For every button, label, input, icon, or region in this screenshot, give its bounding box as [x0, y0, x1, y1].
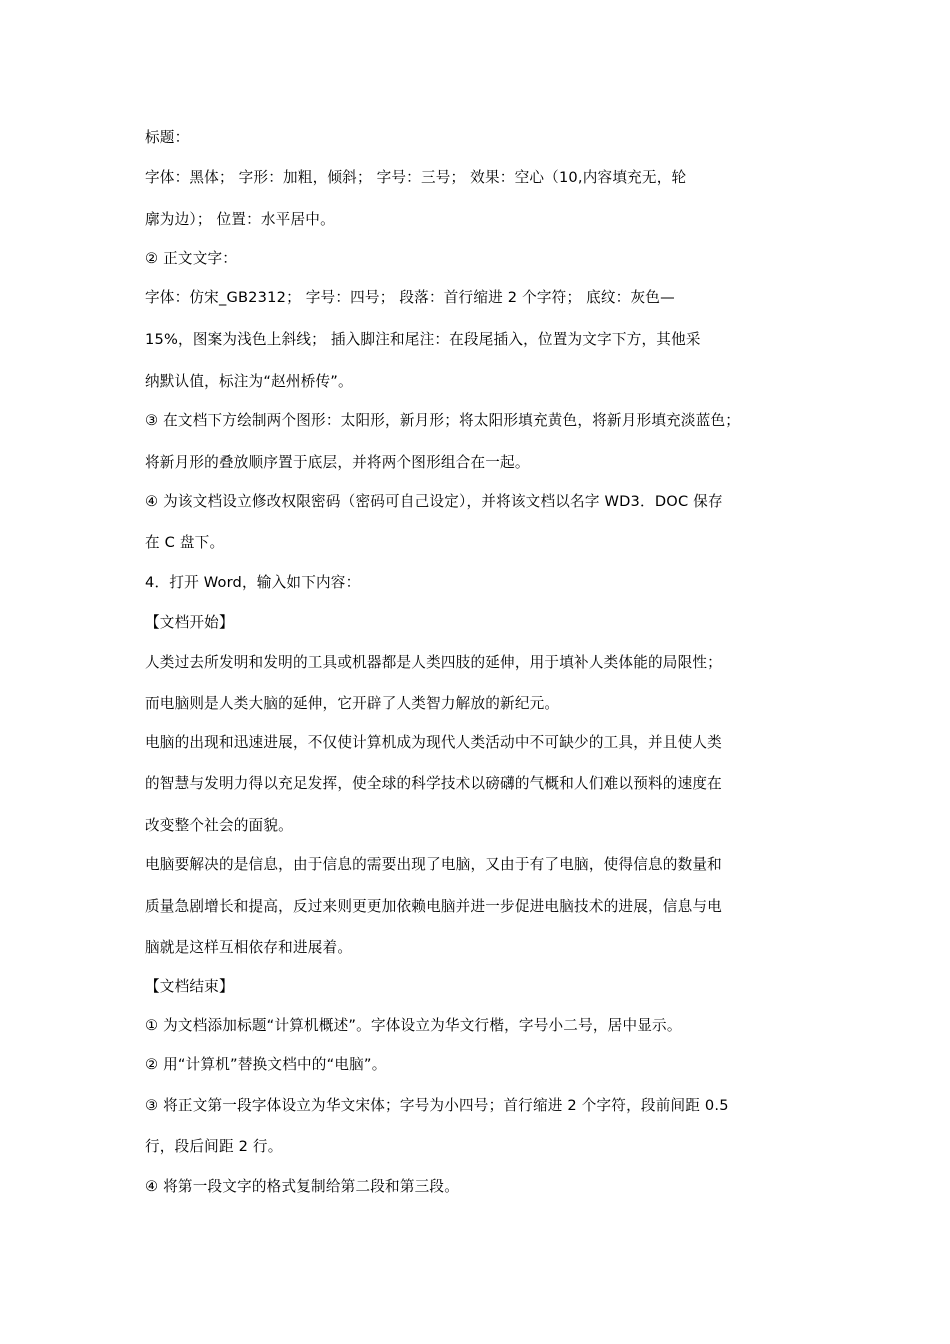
text-line: 标题： [145, 129, 190, 146]
text-line: ④ 将第一段文字的格式复制给第二段和第三段。 [145, 1178, 459, 1195]
text-line: 质量急剧增长和提高，反过来则更更加依赖电脑并进一步促进电脑技术的进展，信息与电 [145, 898, 722, 915]
text-line: 在 C 盘下。 [145, 534, 225, 551]
text-line: 将新月形的叠放顺序置于底层，并将两个图形组合在一起。 [145, 454, 530, 471]
text-line: 廓为边）； 位置：水平居中。 [145, 211, 335, 228]
text-line: 字体：仿宋_GB2312； 字号：四号； 段落：首行缩进 2 个字符； 底纹：灰色— [145, 289, 675, 306]
text-line: 字体：黑体； 字形：加粗，倾斜； 字号：三号； 效果：空心（10,内容填充无，轮 [145, 169, 687, 186]
text-line: ② 正文文字： [145, 250, 238, 267]
text-line: 行，段后间距 2 行。 [145, 1138, 283, 1155]
text-line: ④ 为该文档设立修改权限密码（密码可自己设定），并将该文档以名字 WD3．DOC 保存 [145, 493, 723, 510]
text-line: 人类过去所发明和发明的工具或机器都是人类四肢的延伸，用于填补人类体能的局限性； [145, 654, 722, 671]
text-line: 电脑的出现和迅速进展，不仅使计算机成为现代人类活动中不可缺少的工具，并且使人类 [145, 734, 722, 751]
text-line: 脑就是这样互相依存和进展着。 [145, 939, 353, 956]
text-line: 【文档结束】 [145, 978, 234, 995]
text-line: ① 为文档添加标题“计算机概述”。字体设立为华文行楷，字号小二号，居中显示。 [145, 1017, 682, 1034]
text-line: ③ 在文档下方绘制两个图形：太阳形，新月形；将太阳形填充黄色，将新月形填充淡蓝色； [145, 412, 741, 429]
text-line: ② 用“计算机”替换文档中的“电脑”。 [145, 1056, 387, 1073]
text-line: 改变整个社会的面貌。 [145, 817, 293, 834]
text-line: 15%，图案为浅色上斜线； 插入脚注和尾注：在段尾插入，位置为文字下方，其他采 [145, 331, 701, 348]
text-line: 电脑要解决的是信息，由于信息的需要出现了电脑，又由于有了电脑，使得信息的数量和 [145, 856, 722, 873]
text-line: 纳默认值，标注为“赵州桥传”。 [145, 373, 353, 390]
text-line: 而电脑则是人类大脑的延伸，它开辟了人类智力解放的新纪元。 [145, 695, 560, 712]
text-line: 【文档开始】 [145, 614, 234, 631]
text-line: 的智慧与发明力得以充足发挥，使全球的科学技术以磅礴的气概和人们难以预料的速度在 [145, 775, 722, 792]
text-line: 4．打开 Word，输入如下内容： [145, 574, 361, 591]
text-line: ③ 将正文第一段字体设立为华文宋体；字号为小四号；首行缩进 2 个字符，段前间距 0.5 [145, 1097, 729, 1114]
